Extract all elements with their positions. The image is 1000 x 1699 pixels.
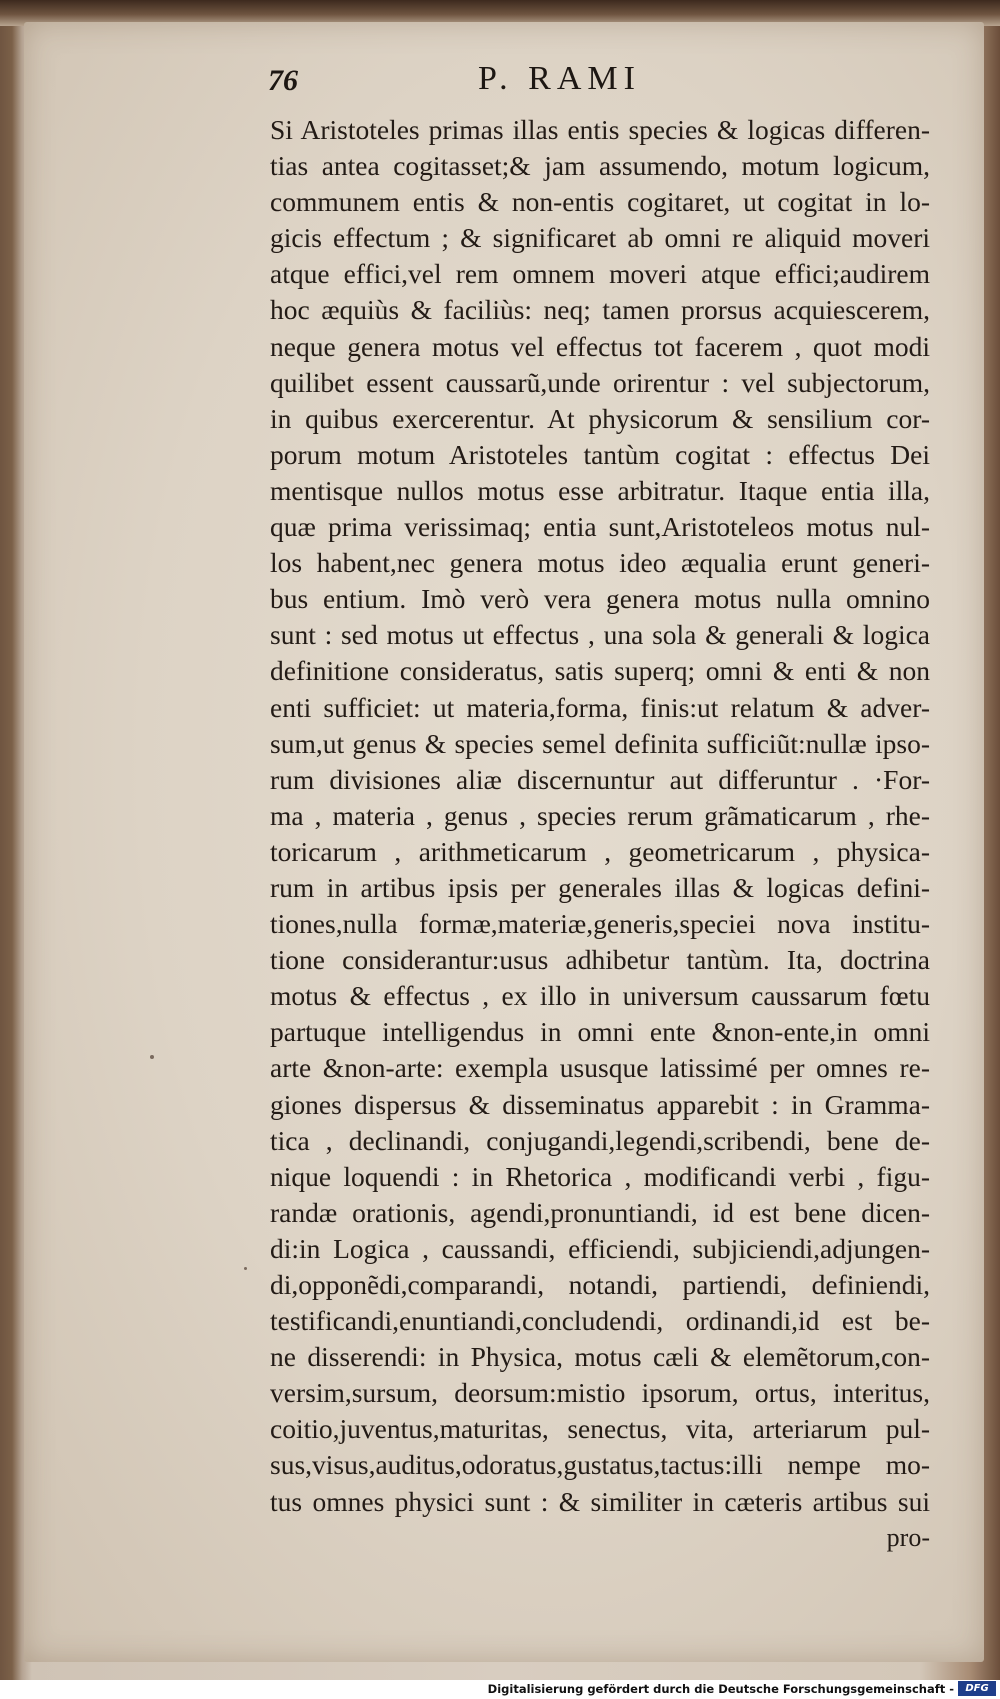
catchword: pro- <box>886 1522 930 1552</box>
text-line: motus & effectus , ex illo in universum caussarum fœtu <box>270 980 930 1012</box>
text-line: coitio,juventus,maturitas, senectus, vita, arteriarum pul- <box>270 1413 930 1445</box>
text-line: tica , declinandi, conjugandi,legendi,scribendi, bene de- <box>270 1124 930 1156</box>
text-line: partuque intelligendus in omni ente &non-ente,in omni <box>270 1016 930 1048</box>
text-line: mentisque nullos motus esse arbitratur. Itaque entia illa, <box>270 474 930 506</box>
text-line: communem entis & non-entis cogitaret, ut cogitat in lo- <box>270 186 930 218</box>
text-line: hoc æquiùs & faciliùs: neq; tamen prorsus acquiescerem, <box>270 294 930 326</box>
paper-speck <box>244 1267 247 1270</box>
text-line: testificandi,enuntiandi,concludendi, ordinandi,id est be- <box>270 1305 930 1337</box>
footer-bar <box>0 1680 1000 1699</box>
text-line: porum motum Aristoteles tantùm cogitat : effectus Dei <box>270 438 930 470</box>
text-line: giones dispersus & disseminatus apparebit : in Gramma- <box>270 1088 930 1120</box>
text-line: los habent,nec genera motus ideo æqualia erunt generi- <box>270 547 930 579</box>
text-line: enti sufficiet: ut materia,forma, finis:ut relatum & adver- <box>270 691 930 723</box>
text-line: arte &non-arte: exempla ususque latissimé per omnes re- <box>270 1052 930 1084</box>
page-header <box>268 60 688 104</box>
text-line: tias antea cogitasset;& jam assumendo, motum logicum, <box>270 150 930 182</box>
text-line: rum in artibus ipsis per generales illas & logicas defini- <box>270 871 930 903</box>
text-line: ma , materia , genus , species rerum grãmaticarum , rhe- <box>270 799 930 831</box>
text-line: in quibus exercerentur. At physicorum & sensilium cor- <box>270 402 930 434</box>
text-line: tiones,nulla formæ,materiæ,generis,speciei nova institu- <box>270 908 930 940</box>
text-line: tus omnes physici sunt : & similiter in cæteris artibus sui <box>270 1485 930 1517</box>
text-line: ne disserendi: in Physica, motus cæli & elemẽtorum,con- <box>270 1341 930 1373</box>
paper-speck <box>150 1055 154 1059</box>
text-line: quæ prima verissimaq; entia sunt,Aristoteleos motus nul- <box>270 511 930 543</box>
text-line: sunt : sed motus ut effectus , una sola & generali & logica <box>270 619 930 651</box>
text-line: bus entium. Imò verò vera genera motus nulla omnino <box>270 583 930 615</box>
page-number: 76 <box>268 64 298 97</box>
text-line: atque effici,vel rem omnem moveri atque effici;audirem <box>270 258 930 290</box>
dfg-logo: DFG <box>958 1681 996 1696</box>
running-head: P. RAMI <box>478 60 641 97</box>
text-line: randæ orationis, agendi,pronuntiandi, id est bene dicen- <box>270 1196 930 1228</box>
text-line: di:in Logica , caussandi, efficiendi, subjiciendi,adjungen- <box>270 1232 930 1264</box>
text-line: versim,sursum, deorsum:mistio ipsorum, ortus, interitus, <box>270 1377 930 1409</box>
body-text <box>270 112 930 1556</box>
text-line: quilibet essent caussarũ,unde orirentur : vel subjectorum, <box>270 366 930 398</box>
funding-credit: Digitalisierung gefördert durch die Deutsche Forschungsgemeinschaft - <box>487 1682 954 1696</box>
text-line: neque genera motus vel effectus tot facerem , quot modi <box>270 330 930 362</box>
text-line: nique loquendi : in Rhetorica , modificandi verbi , figu- <box>270 1160 930 1192</box>
text-line: toricarum , arithmeticarum , geometricarum , physica- <box>270 835 930 867</box>
text-line: Si Aristoteles primas illas entis species & logicas differen- <box>270 114 930 145</box>
text-line: rum divisiones aliæ discernuntur aut differuntur . ·For- <box>270 763 930 795</box>
text-line: sum,ut genus & species semel definita sufficiũt:nullæ ipso- <box>270 727 930 759</box>
text-line: gicis effectum ; & significaret ab omni re aliquid moveri <box>270 222 930 254</box>
text-line: definitione consideratus, satis superq; omni & enti & non <box>270 655 930 687</box>
text-line: tione considerantur:usus adhibetur tantùm. Ita, doctrina <box>270 944 930 976</box>
text-line: sus,visus,auditus,odoratus,gustatus,tactus:illi nempe mo- <box>270 1449 930 1481</box>
text-line: di,opponẽdi,comparandi, notandi, partiendi, definiendi, <box>270 1269 930 1300</box>
